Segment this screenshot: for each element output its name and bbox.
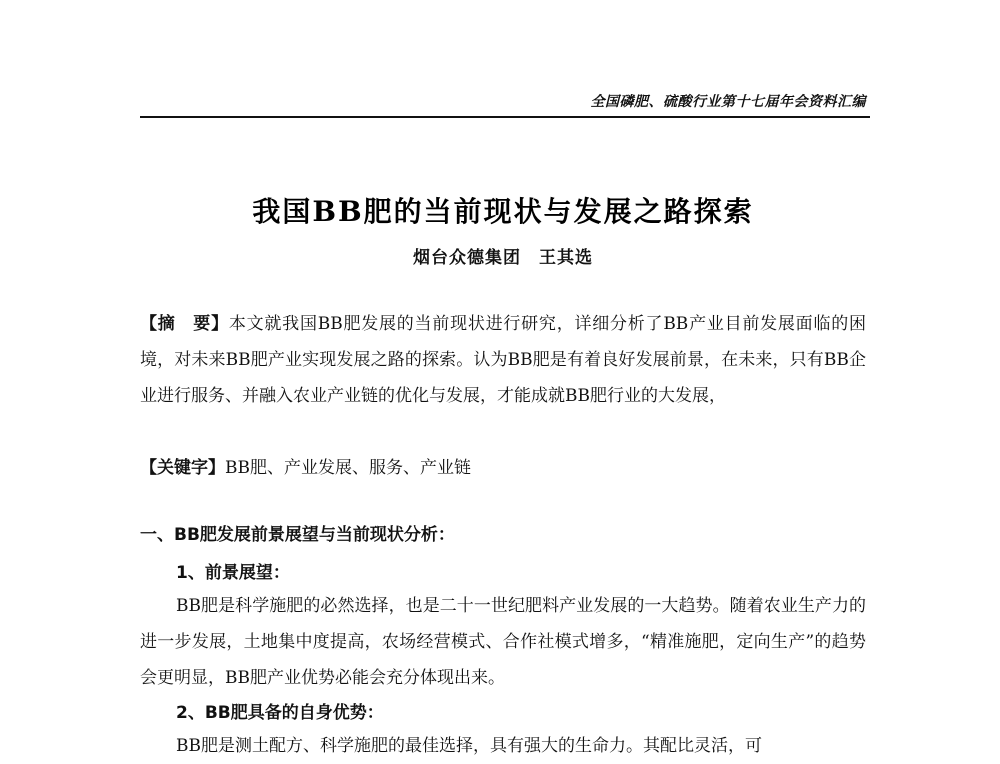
subsection-heading-1-2: 2、BB肥具备的自身优势： <box>176 703 384 723</box>
abstract-label: 【摘 要】 <box>140 314 229 334</box>
keywords-label: 【关键字】 <box>140 458 225 478</box>
article-title: 我国BB肥的当前现状与发展之路探索 <box>252 195 754 228</box>
abstract-paragraph <box>140 306 866 414</box>
header-rule <box>140 116 870 118</box>
body-paragraph-1: BB肥是科学施肥的必然选择，也是二十一世纪肥料产业发展的一大趋势。随着农业生产力的进一步发展，土地集中度提高，农场经营模式、合作社模式增多，“精准施肥，定向生产”的趋势会更明显，BB肥产业优势必能会充分体现出来。 <box>140 596 866 688</box>
body-paragraph-2: BB肥是测土配方、科学施肥的最佳选择，具有强大的生命力。其配比灵活，可 <box>176 736 762 756</box>
abstract-text: 本文就我国BB肥发展的当前现状进行研究，详细分析了BB产业目前发展面临的困境，对未来BB肥产业实现发展之路的探索。认为BB肥是有着良好发展前景，在未来，只有BB企业进行服务、并融入农业产业链的优化与发展，才能成就BB肥行业的大发展， <box>140 314 866 406</box>
running-header: 全国磷肥、硫酸行业第十七届年会资料汇编 <box>590 94 866 110</box>
keywords-text: BB肥、产业发展、服务、产业链 <box>225 458 471 478</box>
section-heading-1: 一、BB肥发展前景展望与当前现状分析： <box>140 525 455 545</box>
keywords-paragraph <box>140 450 866 486</box>
article-author: 烟台众德集团 王其选 <box>413 248 593 268</box>
subsection-heading-1-1: 1、前景展望： <box>176 563 290 583</box>
